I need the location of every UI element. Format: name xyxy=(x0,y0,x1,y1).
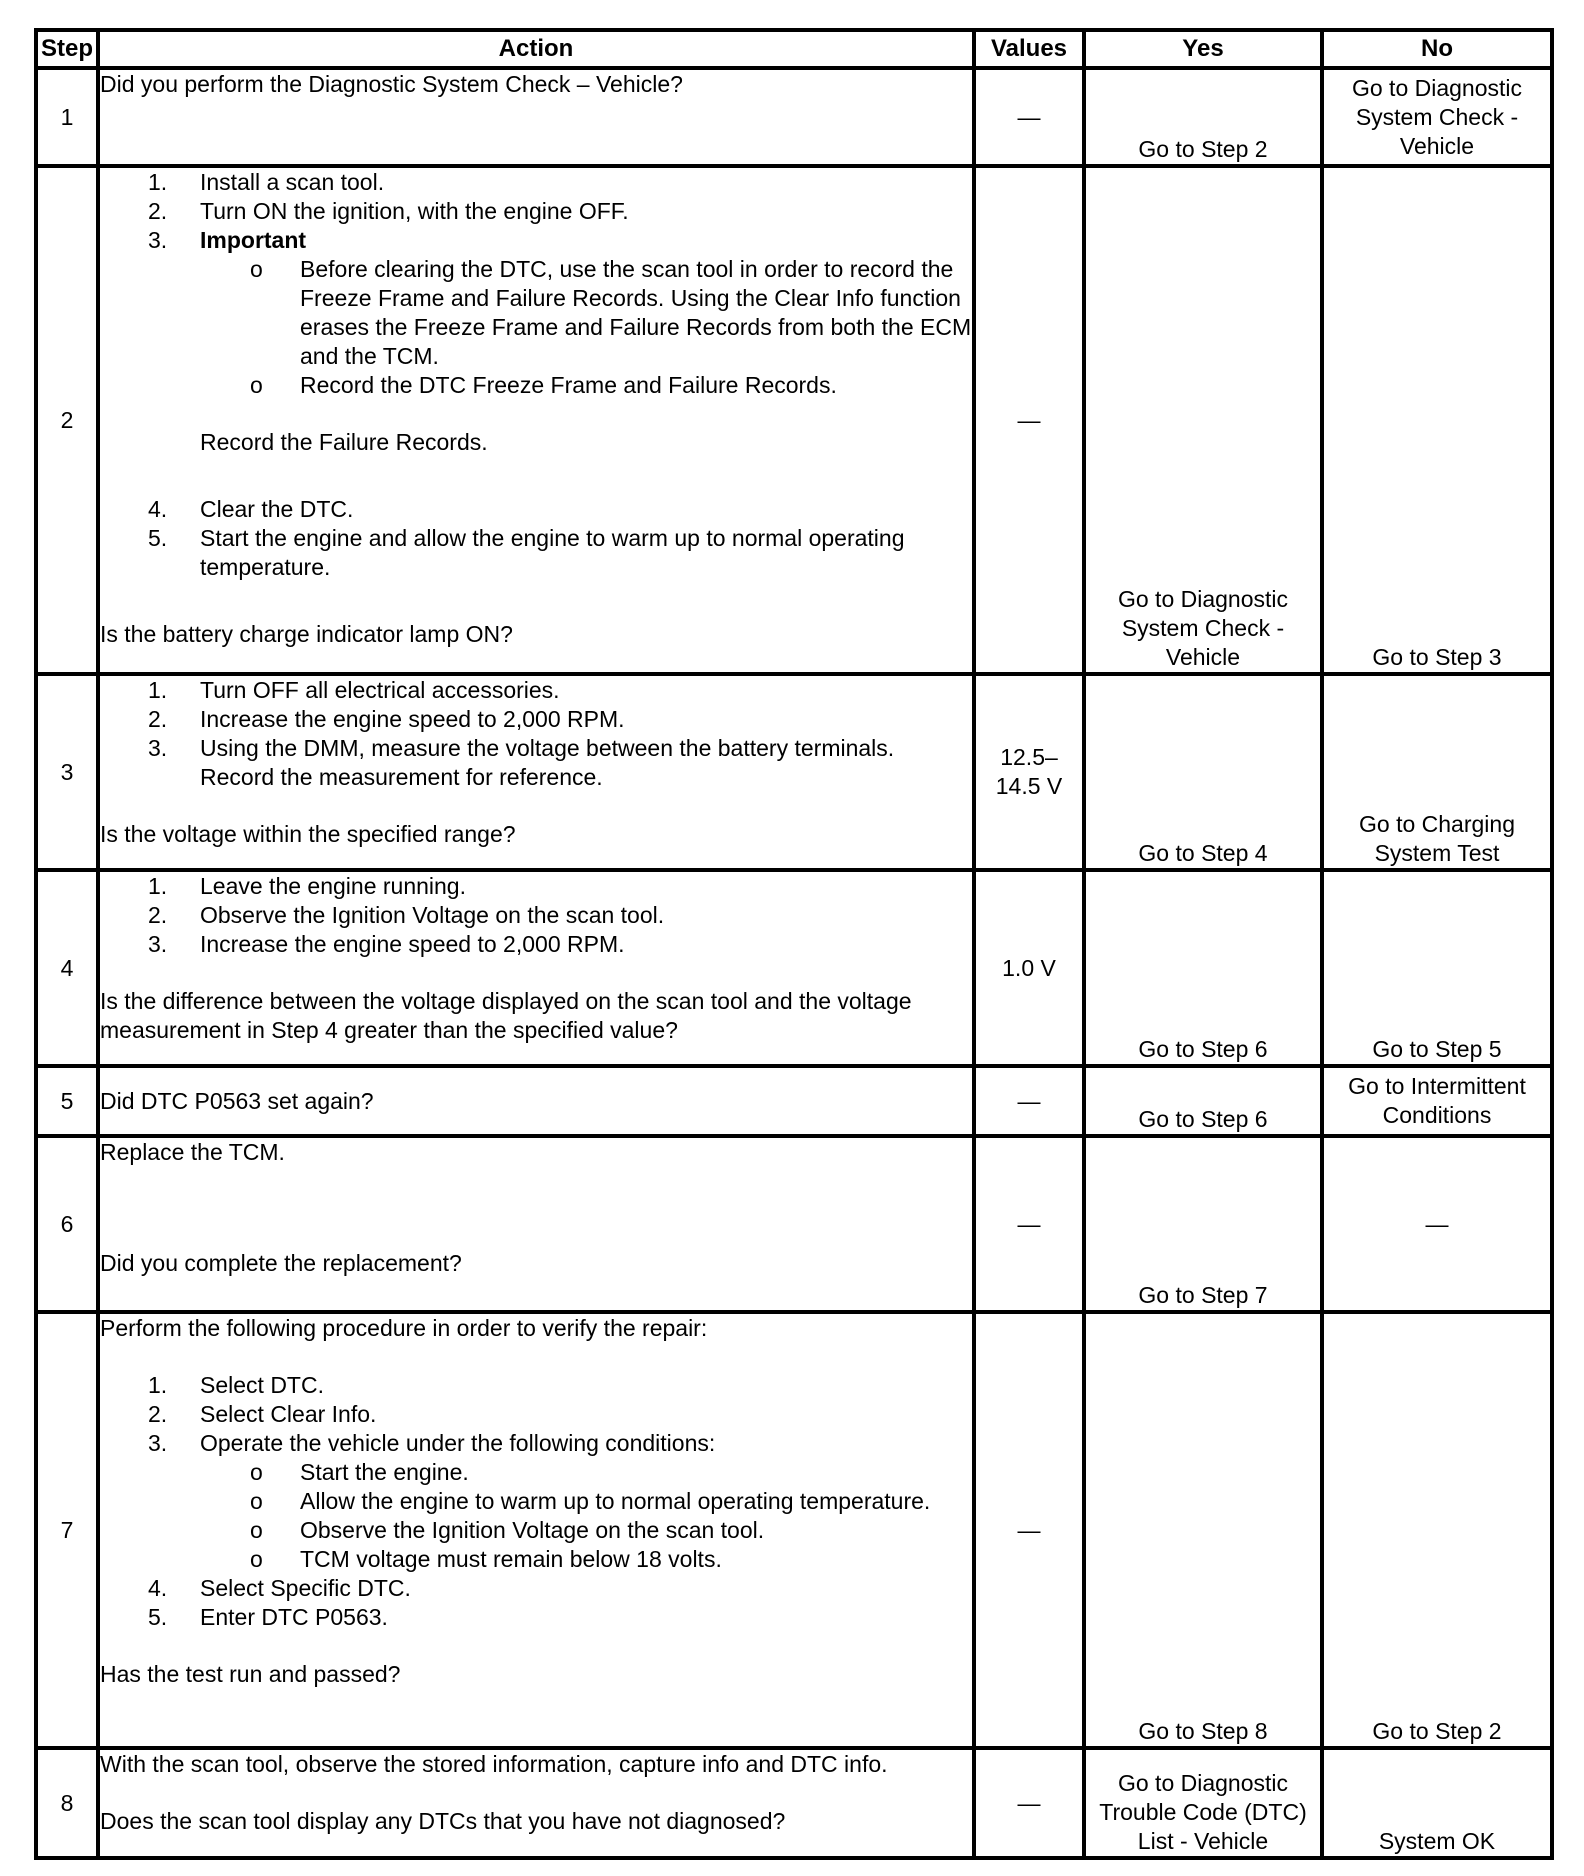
values-cell: 1.0 V xyxy=(974,870,1084,1066)
no-cell: Go to Diagnostic System Check - Vehicle xyxy=(1322,68,1552,166)
action-cell xyxy=(98,674,974,870)
action-question: Did DTC P0563 set again? xyxy=(100,1087,374,1114)
values-cell: — xyxy=(974,1748,1084,1858)
list-item: 4. Clear the DTC. xyxy=(148,496,354,522)
yes-cell: Go to Step 2 xyxy=(1084,68,1322,166)
action-cell xyxy=(98,166,974,674)
no-cell: System OK xyxy=(1322,1748,1552,1858)
action-question: Is the difference between the voltage displayed on the scan tool and the voltage measurement in Step 4 greater than the specified value? xyxy=(100,988,912,1043)
list-item: 2. Turn ON the ignition, with the engine OFF. xyxy=(148,198,629,224)
values-cell: — xyxy=(974,68,1084,166)
no-cell: Go to Step 5 xyxy=(1322,870,1552,1066)
sub-list-item: o TCM voltage must remain below 18 volts. xyxy=(250,1546,722,1572)
list-item: 4. Select Specific DTC. xyxy=(148,1575,411,1601)
yes-cell: Go to Step 4 xyxy=(1084,674,1322,870)
step-number: 3 xyxy=(36,674,98,870)
list-item: 2. Increase the engine speed to 2,000 RPM. xyxy=(148,706,625,732)
action-cell xyxy=(98,1136,974,1312)
list-item: 3. Important xyxy=(148,227,307,253)
step-number: 1 xyxy=(36,68,98,166)
table-row xyxy=(36,1312,1552,1748)
values-cell: — xyxy=(974,1066,1084,1136)
table-row xyxy=(36,1136,1552,1312)
list-item: 3. Using the DMM, measure the voltage between the battery terminals. Record the measurement for reference. xyxy=(148,735,895,790)
sub-list-item: o Allow the engine to warm up to normal operating temperature. xyxy=(250,1488,931,1514)
step-number: 7 xyxy=(36,1312,98,1748)
step-number: 8 xyxy=(36,1748,98,1858)
header-no: No xyxy=(1322,30,1552,68)
header-yes: Yes xyxy=(1084,30,1322,68)
list-item: 3. Increase the engine speed to 2,000 RPM. xyxy=(148,931,625,957)
action-cell xyxy=(98,1312,974,1748)
list-item: 3. Operate the vehicle under the following conditions: xyxy=(148,1430,716,1456)
no-cell: Go to Step 3 xyxy=(1322,166,1552,674)
yes-cell: Go to Step 6 xyxy=(1084,870,1322,1066)
values-cell: — xyxy=(974,1312,1084,1748)
step-number: 2 xyxy=(36,166,98,674)
list-item: 5. Start the engine and allow the engine to warm up to normal operating temperature. xyxy=(148,525,905,580)
no-cell: — xyxy=(1322,1136,1552,1312)
table-row xyxy=(36,1066,1552,1136)
action-question: Is the voltage within the specified range? xyxy=(100,821,516,847)
header-step: Step xyxy=(36,30,98,68)
list-item: 2. Observe the Ignition Voltage on the scan tool. xyxy=(148,902,665,928)
action-cell xyxy=(98,68,974,166)
yes-cell: Go to Step 7 xyxy=(1084,1136,1322,1312)
values-cell: 12.5–14.5 V xyxy=(974,674,1084,870)
values-cell: — xyxy=(974,1136,1084,1312)
table-row xyxy=(36,166,1552,674)
action-cell xyxy=(98,1066,974,1136)
action-cell xyxy=(98,870,974,1066)
action-question: Does the scan tool display any DTCs that you have not diagnosed? xyxy=(100,1808,786,1834)
header-values: Values xyxy=(974,30,1084,68)
step-number: 6 xyxy=(36,1136,98,1312)
yes-cell: Go to Step 8 xyxy=(1084,1312,1322,1748)
table-row xyxy=(36,674,1552,870)
yes-cell: Go to Step 6 xyxy=(1084,1066,1322,1136)
diagnostic-table xyxy=(34,28,1554,1860)
action-cell xyxy=(98,1748,974,1858)
action-question: Did you perform the Diagnostic System Check – Vehicle? xyxy=(100,71,683,97)
action-question: Is the battery charge indicator lamp ON? xyxy=(100,621,513,647)
yes-cell: Go to Diagnostic Trouble Code (DTC) List - Vehicle xyxy=(1084,1748,1322,1858)
action-text: Perform the following procedure in order to verify the repair: xyxy=(100,1315,708,1341)
table-row xyxy=(36,68,1552,166)
list-item: 1. Leave the engine running. xyxy=(148,873,466,899)
no-cell: Go to Charging System Test xyxy=(1322,674,1552,870)
action-question: Did you complete the replacement? xyxy=(100,1250,462,1276)
header-row xyxy=(36,30,1552,68)
yes-cell: Go to Diagnostic System Check - Vehicle xyxy=(1084,166,1322,674)
list-item: 5. Enter DTC P0563. xyxy=(148,1604,388,1630)
action-question: Has the test run and passed? xyxy=(100,1661,401,1687)
header-action: Action xyxy=(98,30,974,68)
sub-list-item: o Observe the Ignition Voltage on the scan tool. xyxy=(250,1517,765,1543)
table-row xyxy=(36,1748,1552,1858)
step-number: 5 xyxy=(36,1066,98,1136)
sub-list-item: o Start the engine. xyxy=(250,1459,469,1485)
list-item: 2. Select Clear Info. xyxy=(148,1401,377,1427)
step-number: 4 xyxy=(36,870,98,1066)
sub-list-item: o Before clearing the DTC, use the scan tool in order to record the Freeze Frame and Failure Records. Using the Clear Info function erases the Freeze Frame and Failure Records from both the ECM and the TCM. xyxy=(250,256,972,369)
action-text: With the scan tool, observe the stored information, capture info and DTC info. xyxy=(100,1751,888,1777)
no-cell: Go to Step 2 xyxy=(1322,1312,1552,1748)
list-item: 1. Select DTC. xyxy=(148,1372,324,1398)
action-text: Replace the TCM. xyxy=(100,1139,285,1165)
sub-list-item: o Record the DTC Freeze Frame and Failure Records. xyxy=(250,372,837,398)
values-cell: — xyxy=(974,166,1084,674)
no-cell: Go to Intermittent Conditions xyxy=(1322,1066,1552,1136)
list-item: 1. Install a scan tool. xyxy=(148,169,385,195)
list-item: 1. Turn OFF all electrical accessories. xyxy=(148,677,560,703)
action-note: Record the Failure Records. xyxy=(200,429,488,455)
table-row xyxy=(36,870,1552,1066)
